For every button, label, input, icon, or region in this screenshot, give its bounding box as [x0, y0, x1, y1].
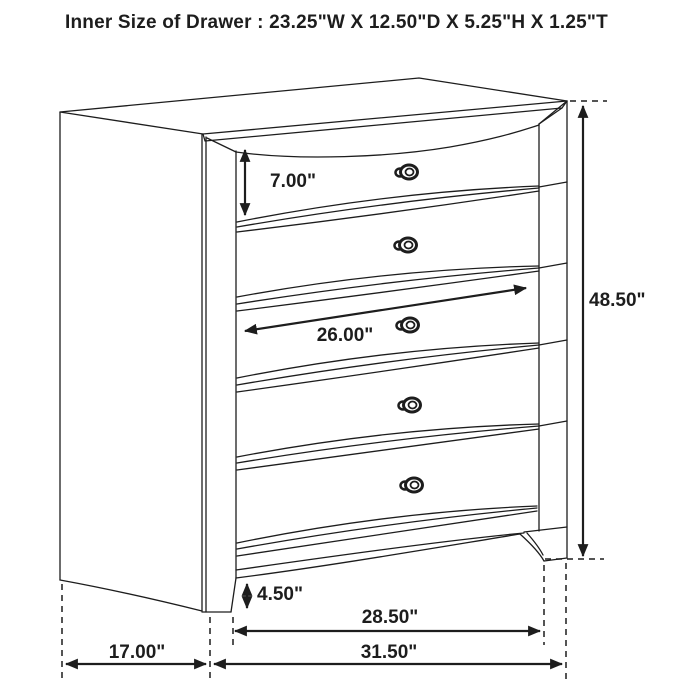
drawer-separator-2 [237, 263, 567, 311]
drawer-separator-3 [237, 340, 567, 392]
dim-side-depth [66, 642, 206, 664]
dim-label-foot-height: 4.50" [257, 584, 303, 605]
drawer-knob-4 [399, 398, 421, 412]
dim-drawer-section-width [235, 607, 540, 631]
drawer-knob-2 [395, 238, 417, 252]
dim-label-side-depth: 17.00" [108, 642, 166, 663]
dim-top-drawer-height [245, 150, 316, 215]
chest-top [60, 78, 567, 152]
dim-label-overall-height: 48.50" [589, 290, 646, 311]
drawer-knob-1 [396, 165, 418, 179]
extension-lines [62, 101, 607, 682]
dim-overall-height [583, 106, 646, 556]
drawer-knob-5 [401, 478, 423, 492]
dim-overall-width [214, 642, 562, 664]
dim-label-drawer-section-width: 28.50" [361, 607, 419, 628]
drawer-1-top-edge [236, 125, 539, 157]
dim-label-overall-width: 31.50" [360, 642, 418, 663]
page-title: Inner Size of Drawer : 23.25"W X 12.50"D X 5.25"H X 1.25"T [65, 12, 608, 33]
chest-side-panel [60, 112, 231, 612]
dim-foot-height [247, 584, 303, 608]
dim-label-drawer-row-width: 26.00" [316, 325, 374, 346]
drawer-5-bottom-edge [237, 506, 537, 556]
drawer-knob-3 [397, 318, 419, 332]
drawer-separator-4 [237, 421, 567, 470]
dim-label-top-drawer-height: 7.00" [270, 171, 316, 192]
